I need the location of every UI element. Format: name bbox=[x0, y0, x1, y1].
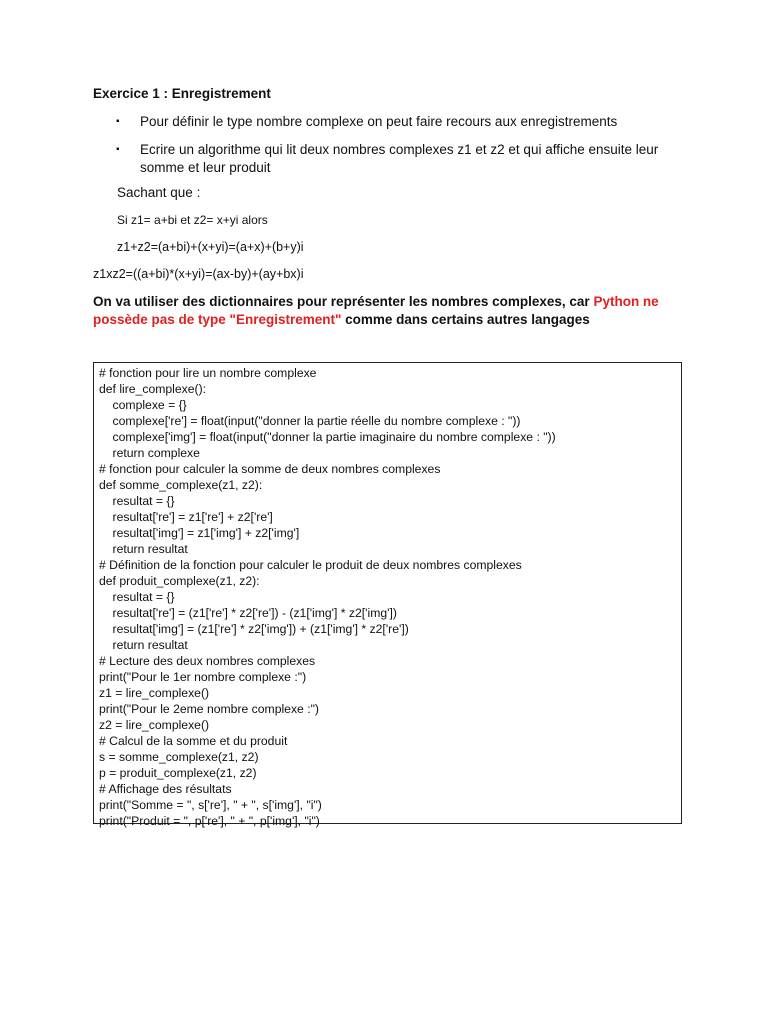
code-line: resultat['img'] = z1['img'] + z2['img'] bbox=[99, 526, 300, 540]
code-line: # Affichage des résultats bbox=[99, 782, 232, 796]
code-line: def lire_complexe(): bbox=[99, 382, 207, 396]
code-line: print("Produit = ", p['re'], " + ", p['img'], "i") bbox=[99, 814, 320, 828]
note-text: comme dans certains autres langages bbox=[341, 312, 590, 327]
code-block bbox=[99, 365, 556, 829]
bullet-text: Pour définir le type nombre complexe on peut faire recours aux enregistrements bbox=[140, 114, 618, 129]
code-line: resultat = {} bbox=[99, 590, 175, 604]
definition-line: Si z1= a+bi et z2= x+yi alors bbox=[117, 213, 268, 227]
code-line: resultat['img'] = (z1['re'] * z2['img']) + (z1['img'] * z2['re']) bbox=[99, 622, 409, 636]
exercise-title: Exercice 1 : Enregistrement bbox=[93, 86, 271, 101]
code-line: return resultat bbox=[99, 638, 188, 652]
dictionary-note bbox=[93, 293, 683, 329]
product-formula: z1xz2=((a+bi)*(x+yi)=(ax-by)+(ay+bx)i bbox=[93, 267, 304, 281]
code-line: complexe['img'] = float(input("donner la partie imaginaire du nombre complexe : ")) bbox=[99, 430, 556, 444]
code-line: print("Somme = ", s['re'], " + ", s['img'], "i") bbox=[99, 798, 322, 812]
sum-formula: z1+z2=(a+bi)+(x+yi)=(a+x)+(b+y)i bbox=[117, 240, 304, 254]
code-line: print("Pour le 1er nombre complexe :") bbox=[99, 670, 307, 684]
code-line: # fonction pour lire un nombre complexe bbox=[99, 366, 317, 380]
bullet-item bbox=[116, 141, 696, 179]
sachant-que-label: Sachant que : bbox=[117, 185, 201, 200]
code-line: # Lecture des deux nombres complexes bbox=[99, 654, 316, 668]
code-line: # fonction pour calculer la somme de deux nombres complexes bbox=[99, 462, 441, 476]
code-line: z1 = lire_complexe() bbox=[99, 686, 210, 700]
code-line: def somme_complexe(z1, z2): bbox=[99, 478, 263, 492]
code-line: return complexe bbox=[99, 446, 200, 460]
note-text: On va utiliser des dictionnaires pour représenter les nombres complexes, car bbox=[93, 294, 594, 309]
bullet-square-icon: ▪ bbox=[116, 144, 120, 155]
code-line: def produit_complexe(z1, z2): bbox=[99, 574, 260, 588]
code-line: resultat['re'] = z1['re'] + z2['re'] bbox=[99, 510, 273, 524]
code-line: # Définition de la fonction pour calculer le produit de deux nombres complexes bbox=[99, 558, 522, 572]
code-box bbox=[93, 362, 682, 828]
bullet-square-icon: ▪ bbox=[116, 116, 120, 127]
code-line: p = produit_complexe(z1, z2) bbox=[99, 766, 257, 780]
note-highlight: Python ne possède pas de type "Enregistrement" bbox=[93, 294, 659, 327]
code-line: resultat['re'] = (z1['re'] * z2['re']) - (z1['img'] * z2['img']) bbox=[99, 606, 397, 620]
code-line: z2 = lire_complexe() bbox=[99, 718, 210, 732]
bullet-item bbox=[116, 113, 696, 133]
code-line: complexe = {} bbox=[99, 398, 187, 412]
code-line: resultat = {} bbox=[99, 494, 175, 508]
code-line: return resultat bbox=[99, 542, 188, 556]
code-line: complexe['re'] = float(input("donner la partie réelle du nombre complexe : ")) bbox=[99, 414, 521, 428]
bullet-text: Ecrire un algorithme qui lit deux nombres complexes z1 et z2 et qui affiche ensuite leur somme et leur produit bbox=[140, 142, 659, 175]
code-line: print("Pour le 2eme nombre complexe :") bbox=[99, 702, 319, 716]
code-line: s = somme_complexe(z1, z2) bbox=[99, 750, 259, 764]
code-line: # Calcul de la somme et du produit bbox=[99, 734, 288, 748]
